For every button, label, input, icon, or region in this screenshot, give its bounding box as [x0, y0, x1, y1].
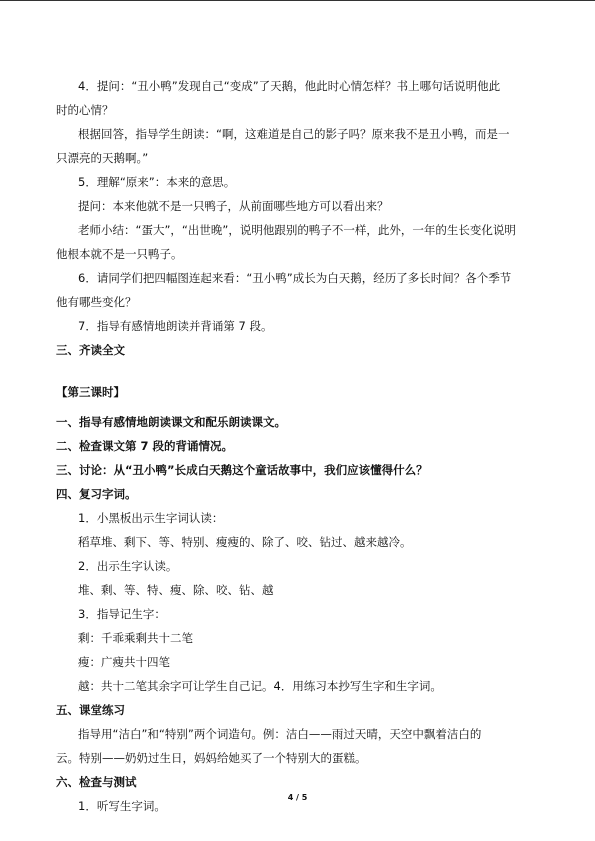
paragraph-line: 2．出示生字认读。 — [78, 559, 178, 573]
paragraph-line: 老师小结：“蛋大”，“出世晚”，说明他跟别的鸭子不一样，此外，一年的生长变化说明 — [78, 223, 516, 237]
paragraph-line: 时的心情？ — [56, 103, 114, 117]
page-number: 4 / 5 — [287, 793, 308, 802]
section-heading: 三、讨论：从“丑小鸭”长成白天鹅这个童话故事中，我们应该懂得什么？ — [56, 463, 428, 477]
section-heading: 四、复习字词。 — [56, 487, 137, 501]
section-heading: 六、检查与测试 — [56, 775, 137, 789]
paragraph-line: 瘦：广瘦共十四笔 — [78, 655, 170, 669]
paragraph-line: 4．提问：“丑小鸭”发现自己“变成”了天鹅，他此时心情怎样？书上哪句话说明他此 — [78, 79, 501, 93]
section-heading: 三、齐读全文 — [56, 343, 125, 357]
paragraph-line: 指导用“洁白”和“特别”两个词造句。例：洁白——雨过天晴，天空中飘着洁白的 — [78, 727, 482, 741]
paragraph-line: 1．听写生字词。 — [78, 799, 166, 813]
paragraph-line: 越：共十二笔其余字可让学生自己记。4．用练习本抄写生字和生字词。 — [78, 679, 442, 693]
paragraph-line: 提问：本来他就不是一只鸭子，从前面哪些地方可以看出来？ — [78, 199, 389, 213]
paragraph-line: 堆、剩、等、特、瘦、除、咬、钻、越 — [78, 583, 274, 597]
paragraph-line: 云。特别——奶奶过生日，妈妈给她买了一个特别大的蛋糕。 — [56, 751, 367, 765]
paragraph-line: 根据回答，指导学生朗读：“啊，这难道是自己的影子吗？原来我不是丑小鸭，而是一 — [78, 127, 510, 141]
paragraph-line: 7．指导有感情地朗读并背诵第 7 段。 — [78, 319, 273, 333]
paragraph-line: 6．请同学们把四幅图连起来看：“丑小鸭”成长为白天鹅，经历了多长时间？各个季节 — [78, 271, 512, 285]
paragraph-line: 3．指导记生字： — [78, 607, 166, 621]
paragraph-line: 1．小黑板出示生字词认读： — [78, 511, 224, 525]
paragraph-line: 5．理解“原来”：本来的意思。 — [78, 175, 236, 189]
paragraph-line: 他根本就不是一只鸭子。 — [56, 247, 183, 261]
paragraph-line: 剩：千乖乘剩共十二笔 — [78, 631, 193, 645]
top-rule — [0, 0, 595, 1]
paragraph-line: 只漂亮的天鹅啊。” — [56, 151, 149, 165]
paragraph-line: 稻草堆、剩下、等、特别、瘦瘦的、除了、咬、钻过、越来越冷。 — [78, 535, 412, 549]
section-heading: 一、指导有感情地朗读课文和配乐朗读课文。 — [56, 415, 286, 429]
paragraph-line: 他有哪些变化？ — [56, 295, 137, 309]
lesson-title: 【第三课时】 — [56, 385, 125, 399]
section-heading: 五、课堂练习 — [56, 703, 125, 717]
section-heading: 二、检查课文第 7 段的背诵情况。 — [56, 439, 234, 453]
